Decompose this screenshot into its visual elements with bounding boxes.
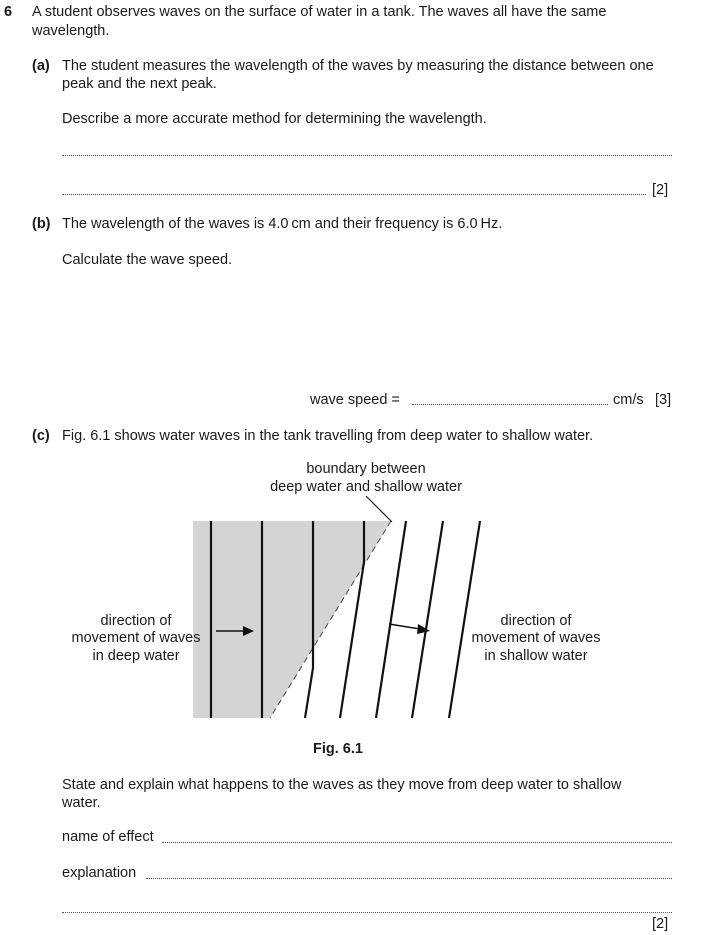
part-a-text-line1: The student measures the wavelength of the waves by measuring the distance between one <box>62 58 654 74</box>
part-b-text: The wavelength of the waves is 4.0 cm and their frequency is 6.0 Hz. <box>62 216 503 232</box>
explanation-answer-line-2[interactable] <box>62 912 672 913</box>
shallow-direction-label-line1: direction of <box>500 613 572 629</box>
deep-direction-label-line2: movement of waves <box>71 630 201 646</box>
wave-speed-label: wave speed = <box>310 392 400 408</box>
part-a-label: (a) <box>32 58 50 74</box>
question-number: 6 <box>4 4 13 20</box>
part-c-instruction-line1: State and explain what happens to the waves as they move from deep water to shallow <box>62 777 622 793</box>
boundary-label-line2: deep water and shallow water <box>270 479 462 495</box>
shallow-direction-label-line3: in shallow water <box>484 648 588 664</box>
shallow-arrowhead <box>417 624 430 634</box>
part-c-label: (c) <box>32 428 50 444</box>
shallow-direction-arrow <box>389 624 420 629</box>
part-b-label: (b) <box>32 216 51 232</box>
part-a-text-line2: peak and the next peak. <box>62 76 217 92</box>
deep-direction-label-line1: direction of <box>100 613 172 629</box>
shallow-wavefront <box>305 668 313 718</box>
boundary-pointer <box>366 496 392 522</box>
deep-water-region <box>193 521 391 718</box>
name-of-effect-answer-line[interactable] <box>162 842 672 843</box>
explanation-label: explanation <box>62 865 137 881</box>
wave-speed-unit: cm/s <box>613 392 644 408</box>
question-intro-line1: A student observes waves on the surface of water in a tank. The waves all have the same <box>32 4 607 20</box>
part-a-marks: [2] <box>652 182 669 198</box>
part-c-text: Fig. 6.1 shows water waves in the tank travelling from deep water to shallow water. <box>62 428 594 444</box>
shallow-wavefront <box>412 521 443 718</box>
part-a-instruction: Describe a more accurate method for determining the wavelength. <box>62 111 487 127</box>
deep-direction-label-line3: in deep water <box>92 648 180 664</box>
shallow-direction-label-line2: movement of waves <box>471 630 601 646</box>
question-intro-line2: wavelength. <box>32 23 110 39</box>
boundary-label-line1: boundary between <box>306 461 426 477</box>
explanation-answer-line-1[interactable] <box>146 878 672 879</box>
figure-caption: Fig. 6.1 <box>313 741 363 757</box>
shallow-wavefront <box>376 521 406 718</box>
part-b-instruction: Calculate the wave speed. <box>62 252 233 268</box>
part-c-instruction-line2: water. <box>62 795 101 811</box>
part-c-marks: [2] <box>652 916 669 932</box>
name-of-effect-label: name of effect <box>62 829 154 845</box>
part-b-marks: [3] <box>655 392 672 408</box>
